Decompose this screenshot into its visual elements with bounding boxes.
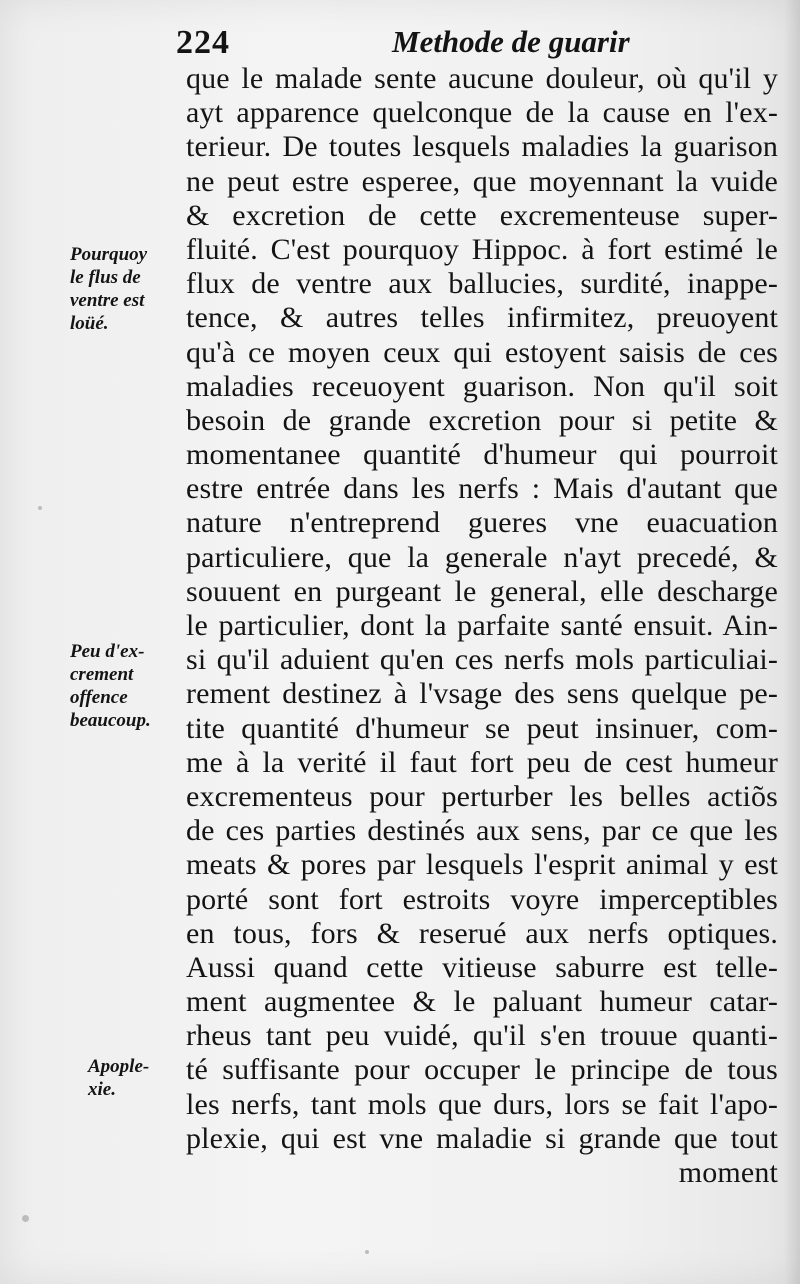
text-line: ment augmentee & le paluant humeur catar- bbox=[186, 985, 778, 1019]
margin-note-line: ventre est bbox=[70, 290, 145, 311]
page-number: 224 bbox=[176, 24, 230, 61]
text-line: nature n'entreprend gueres vne euacuation bbox=[186, 506, 778, 540]
text-line: moment bbox=[678, 1156, 778, 1189]
page-header bbox=[0, 16, 800, 64]
paper-speck bbox=[38, 506, 42, 510]
text-line: particuliere, que la generale n'ayt precedé, & bbox=[186, 540, 778, 574]
text-line: le particulier, dont la parfaite santé ensuit. Ain- bbox=[186, 609, 778, 642]
margin-note-line: offence bbox=[70, 687, 128, 708]
text-line: tence, & autres telles infirmitez, preuoyent bbox=[186, 301, 778, 335]
body-text bbox=[186, 62, 778, 1190]
text-line: si qu'il aduient qu'en ces nerfs mols particuliai- bbox=[186, 643, 778, 677]
text-line: estre entrée dans les nerfs : Mais d'autant que bbox=[186, 472, 778, 506]
text-line: flux de ventre aux ballucies, surdité, inappe- bbox=[186, 267, 778, 301]
text-line: que le malade sente aucune douleur, où qu'il y bbox=[186, 62, 778, 95]
text-line: souuent en purgeant le general, elle descharge bbox=[186, 574, 778, 608]
running-title: Methode de guarir bbox=[392, 24, 630, 59]
text-line: porté sont fort estroits voyre imperceptibles bbox=[186, 882, 778, 916]
margin-note-line: Pourquoy bbox=[70, 244, 148, 265]
text-line: en tous, fors & reserué aux nerfs optiques. bbox=[186, 916, 778, 950]
margin-note-line: loüé. bbox=[70, 313, 109, 334]
text-line: rheus tant peu vuidé, qu'il s'en trouue quanti- bbox=[186, 1019, 778, 1053]
margin-note-little-excretion bbox=[70, 640, 184, 732]
text-line: ayt apparence quelconque de la cause en l'ex- bbox=[186, 96, 778, 130]
text-line: ne peut estre esperee, que moyennant la vuide bbox=[186, 164, 778, 198]
text-line: meats & pores par lesquels l'esprit animal y est bbox=[186, 848, 778, 882]
paper-speck bbox=[22, 1215, 29, 1222]
text-line: besoin de grande excretion pour si petite & bbox=[186, 403, 778, 437]
text-line: les nerfs, tant mols que durs, lors se fait l'apo- bbox=[186, 1087, 778, 1121]
margin-note-line: le flus de bbox=[70, 267, 141, 288]
text-line: terieur. De toutes lesquels maladies la guarison bbox=[186, 130, 778, 164]
margin-note-why-flux bbox=[70, 243, 184, 335]
text-line: tite quantité d'humeur se peut insinuer, com- bbox=[186, 711, 778, 745]
text-line: fluité. C'est pourquoy Hippoc. à fort estimé le bbox=[186, 232, 778, 266]
page-edge-shadow bbox=[784, 0, 800, 1284]
text-line: excrementeus pour perturber les belles actiõs bbox=[186, 779, 778, 813]
text-line: té suffisante pour occuper le principe de tous bbox=[186, 1053, 778, 1087]
text-line: me à la verité il faut fort peu de cest humeur bbox=[186, 745, 778, 779]
margin-note-line: beaucoup. bbox=[70, 710, 151, 731]
text-line: momentanee quantité d'humeur qui pourroit bbox=[186, 438, 778, 472]
text-line: & excretion de cette excrementeuse super- bbox=[186, 198, 778, 232]
margin-note-line: Apople- bbox=[88, 1056, 150, 1077]
margin-note-line: xie. bbox=[88, 1079, 116, 1100]
text-line: de ces parties destinés aux sens, par ce que les bbox=[186, 814, 778, 848]
text-line: Aussi quand cette vitieuse saburre est telle- bbox=[186, 950, 778, 984]
margin-note-line: Peu d'ex- bbox=[70, 641, 145, 662]
text-line: plexie, qui est vne maladie si grande que tout bbox=[186, 1121, 778, 1155]
paper-speck bbox=[365, 1250, 369, 1254]
text-line: qu'à ce moyen ceux qui estoyent saisis de ces bbox=[186, 335, 778, 369]
text-line: maladies receuoyent guarison. Non qu'il soit bbox=[186, 369, 778, 403]
text-line: rement destinez à l'vsage des sens quelque pe- bbox=[186, 677, 778, 711]
margin-note-line: crement bbox=[70, 664, 134, 685]
margin-note-apoplexy bbox=[88, 1055, 202, 1101]
